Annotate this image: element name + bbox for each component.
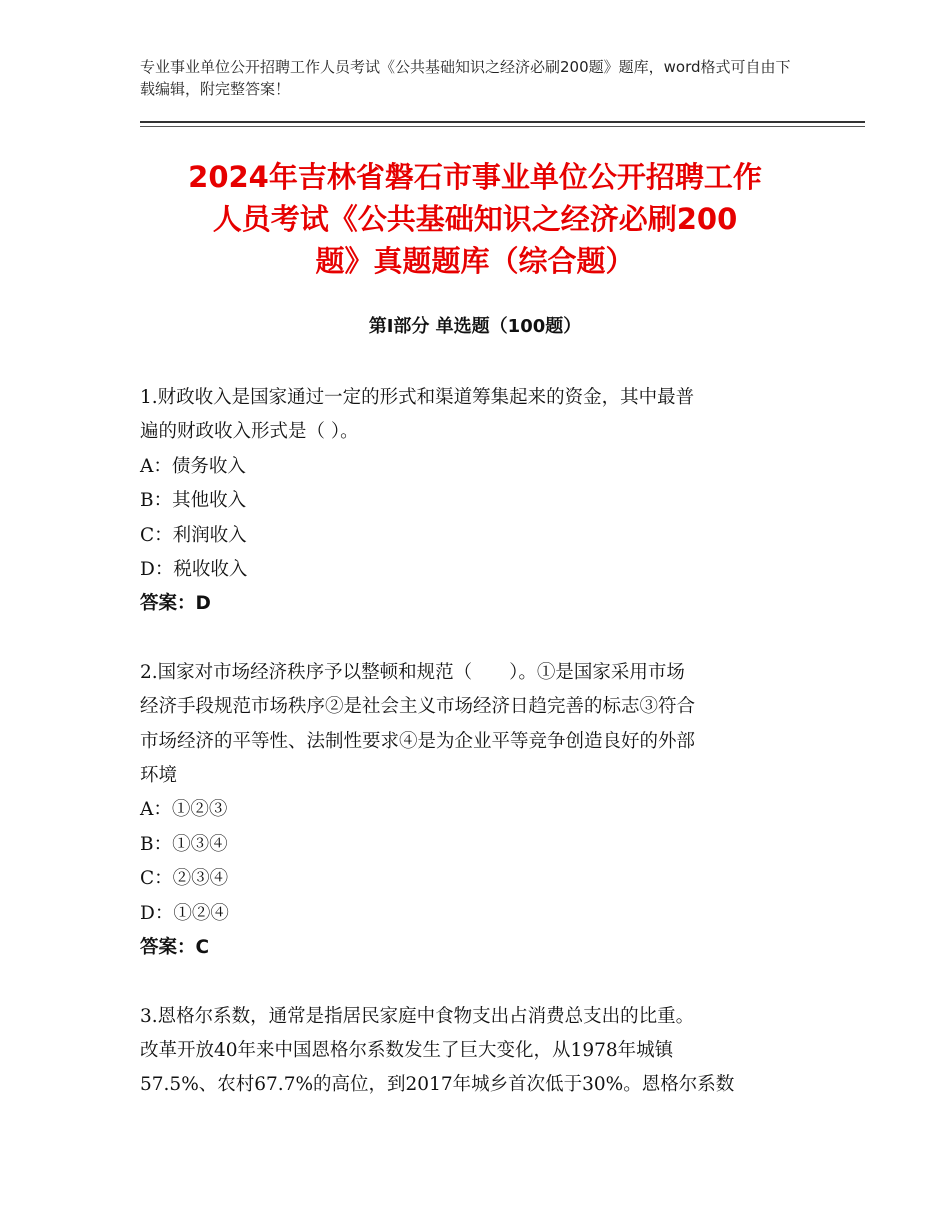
header-divider-thick <box>140 121 865 123</box>
question-stem-line: 改革开放40年来中国恩格尔系数发生了巨大变化，从1978年城镇 <box>140 1039 674 1061</box>
question-1 <box>140 381 808 622</box>
section-heading: 第Ⅰ部分 单选题（100题） <box>368 316 582 337</box>
answer-line: 答案：D <box>140 593 211 615</box>
option-c: C：②③④ <box>140 868 229 890</box>
question-stem-line: 环境 <box>140 765 178 787</box>
option-b: B：其他收入 <box>140 490 247 512</box>
header-note: 专业事业单位公开招聘工作人员考试《公共基础知识之经济必刷200题》题库，word格式可自由下载编辑，附完整答案！ <box>140 58 791 98</box>
question-stem-line: 市场经济的平等性、法制性要求④是为企业平等竞争创造良好的外部 <box>140 730 696 752</box>
option-b: B：①③④ <box>140 833 228 855</box>
question-stem-line: 遍的财政收入形式是（ ）。 <box>140 421 359 443</box>
question-stem-line: 2.国家对市场经济秩序予以整顿和规范（ ）。①是国家采用市场 <box>140 661 685 683</box>
option-c: C：利润收入 <box>140 524 247 546</box>
question-3 <box>140 1000 808 1103</box>
title-line-2: 人员考试《公共基础知识之经济必刷200 <box>212 202 738 236</box>
question-stem-line: 1.财政收入是国家通过一定的形式和渠道筹集起来的资金，其中最普 <box>140 387 695 408</box>
question-list <box>140 381 808 1103</box>
question-stem-line: 经济手段规范市场秩序②是社会主义市场经济日趋完善的标志③符合 <box>140 696 696 718</box>
title-line-3: 题》真题题库（综合题） <box>315 244 635 278</box>
answer-line: 答案：C <box>140 937 210 959</box>
question-stem-line: 3.恩格尔系数，通常是指居民家庭中食物支出占消费总支出的比重。 <box>140 1005 695 1027</box>
option-a: A：债务收入 <box>140 455 246 477</box>
question-stem-line: 57.5%、农村67.7%的高位，到2017年城乡首次低于30%。恩格尔系数 <box>140 1074 735 1096</box>
option-d: D：①②④ <box>140 902 229 924</box>
question-2 <box>140 656 808 966</box>
option-a: A：①②③ <box>140 799 228 821</box>
option-d: D：税收收入 <box>140 559 248 581</box>
header-divider-thin <box>140 126 865 127</box>
document-title <box>140 156 810 282</box>
title-line-1: 2024年吉林省磐石市事业单位公开招聘工作 <box>188 160 762 194</box>
